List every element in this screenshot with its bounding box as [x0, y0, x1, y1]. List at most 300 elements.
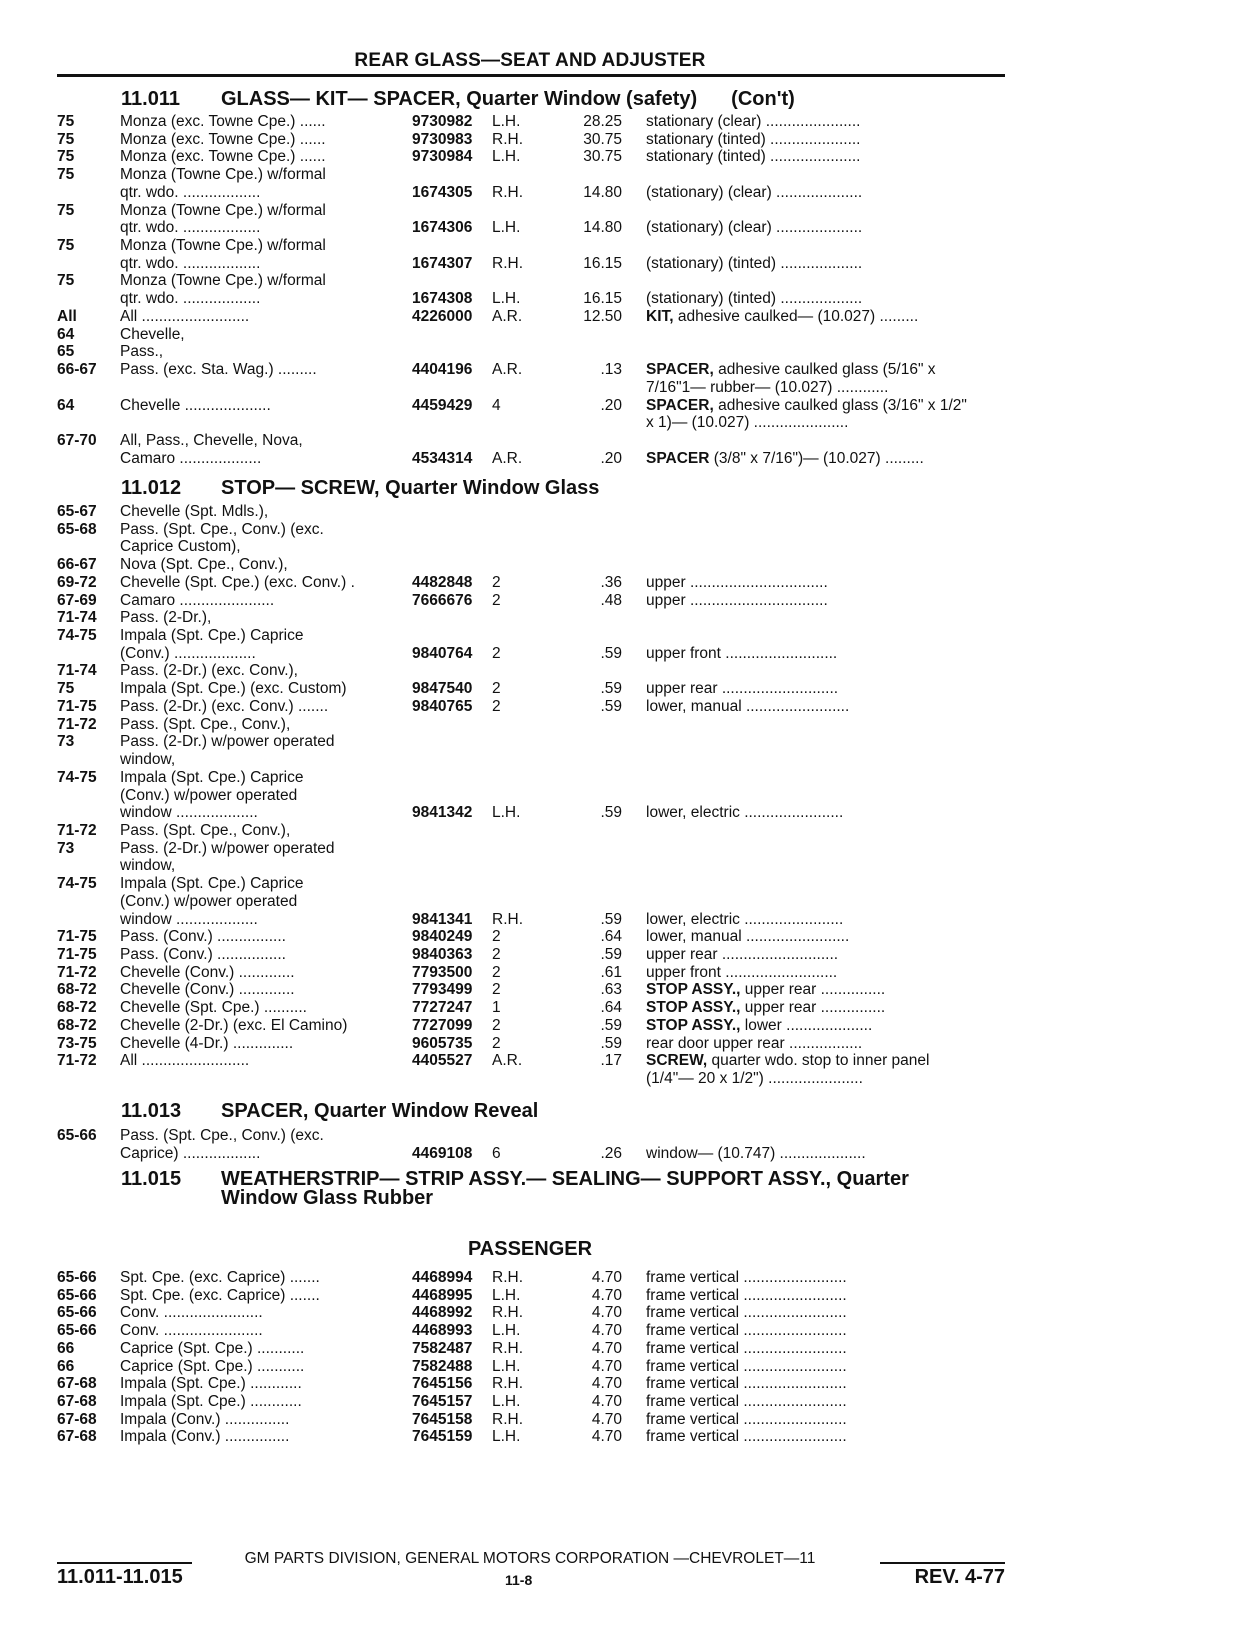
table-row — [0, 1051, 1235, 1070]
row-description — [646, 998, 1011, 1017]
row-description — [646, 910, 1011, 929]
row-description-text: 7/16"1— rubber— (10.027) ............ — [646, 378, 889, 396]
section-number: 11.012 — [121, 477, 182, 499]
row-year: 67-70 — [57, 431, 97, 449]
table-row — [0, 378, 1235, 397]
row-description — [646, 449, 1011, 468]
table-row — [0, 520, 1235, 539]
row-quantity: R.H. — [492, 183, 523, 201]
table-row — [0, 502, 1235, 521]
row-year: 75 — [57, 201, 75, 219]
row-part-number: 7645158 — [412, 1410, 473, 1428]
row-price: .59 — [600, 946, 622, 963]
table-row — [0, 289, 1235, 308]
row-application: Conv. ....................... — [120, 1304, 263, 1322]
row-part-number: 7582487 — [412, 1339, 473, 1357]
row-price: .26 — [600, 1144, 622, 1162]
table-row — [0, 1392, 1235, 1411]
row-description — [646, 307, 1011, 326]
section-heading — [121, 1100, 538, 1123]
row-price: 30.75 — [583, 130, 622, 148]
row-description — [646, 1321, 1011, 1340]
row-part-number: 9730983 — [412, 130, 473, 148]
row-year: 73-75 — [57, 1034, 97, 1052]
row-application: Monza (Towne Cpe.) w/formal — [120, 201, 326, 219]
section-title: STOP— SCREW, Quarter Window Glass — [221, 477, 600, 499]
table-row — [0, 396, 1235, 415]
table-row — [0, 271, 1235, 290]
row-application: Chevelle, — [120, 325, 185, 343]
row-part-number: 4468995 — [412, 1286, 473, 1304]
table-row — [0, 236, 1235, 255]
table-row — [0, 626, 1235, 645]
row-description — [646, 1268, 1011, 1287]
row-part-number: 4468994 — [412, 1269, 473, 1286]
row-application: All ......................... — [120, 307, 250, 325]
row-year: 65-66 — [57, 1322, 97, 1340]
row-description-text: lower, manual ........................ — [646, 928, 850, 946]
row-quantity: 2 — [492, 680, 501, 698]
row-application: (Conv.) w/power operated — [120, 892, 298, 910]
section-number: 11.011 — [121, 88, 180, 110]
row-description — [646, 803, 1011, 822]
row-description-text: upper rear ............... — [740, 999, 886, 1017]
row-year: 75 — [57, 680, 75, 698]
row-price: 4.70 — [591, 1357, 622, 1375]
table-row — [0, 537, 1235, 556]
table-row — [0, 183, 1235, 202]
table-row — [0, 218, 1235, 237]
row-part-number: 4534314 — [412, 449, 473, 467]
section-title: WEATHERSTRIP— STRIP ASSY.— SEALING— SUPPORT ASSY., Quarter — [221, 1168, 909, 1190]
row-price: .59 — [600, 680, 622, 698]
row-description-text: frame vertical ........................ — [646, 1357, 847, 1375]
row-quantity: L.H. — [492, 113, 521, 130]
row-description-text: (3/8" x 7/16")— (10.027) ......... — [709, 449, 924, 467]
row-description — [646, 378, 1011, 397]
row-description-text: frame vertical ........................ — [646, 1339, 847, 1357]
row-year: 65-66 — [57, 1269, 97, 1286]
row-quantity: L.H. — [492, 290, 521, 308]
row-description — [646, 1427, 1011, 1446]
row-year: 74-75 — [57, 768, 97, 786]
row-description-text: frame vertical ........................ — [646, 1393, 847, 1411]
table-row — [0, 342, 1235, 361]
row-description-text: frame vertical ........................ — [646, 1304, 847, 1322]
row-part-number: 7666676 — [412, 591, 473, 609]
table-row — [0, 910, 1235, 929]
row-price: .64 — [600, 928, 622, 946]
row-application: Chevelle (Conv.) ............. — [120, 981, 295, 999]
row-price: 4.70 — [591, 1269, 622, 1286]
row-application: Monza (Towne Cpe.) w/formal — [120, 166, 326, 184]
row-quantity: 2 — [492, 644, 501, 662]
table-row — [0, 307, 1235, 326]
row-year: 66-67 — [57, 556, 97, 574]
row-application: Pass. (Spt. Cpe., Conv.), — [120, 715, 291, 733]
row-application: Impala (Spt. Cpe.) ............ — [120, 1393, 302, 1411]
row-application: Monza (exc. Towne Cpe.) ...... — [120, 148, 326, 166]
row-description — [646, 963, 1011, 982]
row-year: 65-67 — [57, 503, 97, 520]
row-quantity: L.H. — [492, 1393, 521, 1411]
row-description — [646, 1286, 1011, 1305]
row-description — [646, 945, 1011, 964]
row-description-text: upper rear ........................... — [646, 680, 839, 698]
table-row — [0, 254, 1235, 273]
row-part-number: 1674307 — [412, 254, 473, 272]
table-row — [0, 998, 1235, 1017]
row-year: 65-66 — [57, 1304, 97, 1322]
row-description-text: frame vertical ........................ — [646, 1322, 847, 1340]
row-part-number: 4482848 — [412, 573, 473, 591]
row-quantity: A.R. — [492, 361, 523, 379]
row-quantity: 2 — [492, 591, 501, 609]
row-price: 4.70 — [591, 1322, 622, 1340]
table-row — [0, 715, 1235, 734]
row-description — [646, 254, 1011, 273]
row-part-number: 7582488 — [412, 1357, 473, 1375]
row-description-text: (stationary) (tinted) ................... — [646, 254, 863, 272]
row-application: Spt. Cpe. (exc. Caprice) ....... — [120, 1286, 320, 1304]
row-application: Chevelle (2-Dr.) (exc. El Camino) — [120, 1016, 348, 1034]
row-application: Caprice (Spt. Cpe.) ........... — [120, 1357, 305, 1375]
row-description-keyword: SPACER, — [646, 361, 714, 379]
row-application: Pass. (Spt. Cpe., Conv.) (exc. — [120, 520, 324, 538]
row-year: 66 — [57, 1357, 75, 1375]
row-quantity: R.H. — [492, 130, 523, 148]
table-row — [0, 768, 1235, 787]
row-application: qtr. wdo. .................. — [120, 219, 261, 237]
row-quantity: R.H. — [492, 1410, 523, 1428]
row-application: Pass. (2-Dr.), — [120, 609, 212, 627]
row-year: 64 — [57, 396, 75, 414]
row-quantity: R.H. — [492, 1269, 523, 1286]
row-description-text: adhesive caulked glass (3/16" x 1/2" — [713, 396, 967, 414]
row-description-text: frame vertical ........................ — [646, 1428, 847, 1446]
table-row — [0, 1339, 1235, 1358]
row-year: 67-69 — [57, 591, 97, 609]
row-application: Impala (Spt. Cpe.) (exc. Custom) — [120, 680, 347, 698]
row-application: (Conv.) ................... — [120, 644, 256, 662]
row-year: 73 — [57, 733, 75, 751]
row-description-text: lower, electric ....................... — [646, 804, 844, 822]
row-year: 67-68 — [57, 1393, 97, 1411]
row-description-text: upper rear ........................... — [646, 946, 839, 963]
row-price: 4.70 — [591, 1339, 622, 1357]
row-quantity: 2 — [492, 946, 501, 963]
table-row — [0, 874, 1235, 893]
row-year: 71-74 — [57, 662, 97, 680]
row-description-text: (stationary) (clear) .................... — [646, 219, 863, 237]
row-description — [646, 644, 1011, 663]
row-application: qtr. wdo. .................. — [120, 254, 261, 272]
row-description — [646, 1410, 1011, 1429]
section-title: GLASS— KIT— SPACER, Quarter Window (safety) — [221, 88, 698, 110]
row-quantity: A.R. — [492, 449, 523, 467]
table-row — [0, 980, 1235, 999]
row-quantity: R.H. — [492, 1375, 523, 1393]
row-description — [646, 183, 1011, 202]
table-row — [0, 130, 1235, 149]
row-description-text: frame vertical ........................ — [646, 1375, 847, 1393]
row-price: .59 — [600, 697, 622, 715]
row-price: .20 — [600, 449, 622, 467]
footer-section-range: 11.011-11.015 — [57, 1566, 183, 1588]
table-row — [0, 165, 1235, 184]
row-application: Impala (Spt. Cpe.) Caprice — [120, 627, 304, 645]
section-heading — [121, 88, 795, 111]
row-application: Impala (Spt. Cpe.) Caprice — [120, 875, 304, 893]
row-part-number: 9840363 — [412, 946, 473, 963]
row-year: 67-68 — [57, 1428, 97, 1446]
table-row — [0, 112, 1235, 131]
row-year: 65-66 — [57, 1127, 97, 1144]
row-year: 73 — [57, 839, 75, 857]
row-part-number: 1674308 — [412, 290, 473, 308]
row-description-text: (stationary) (clear) .................... — [646, 183, 863, 201]
row-part-number: 1674306 — [412, 219, 473, 237]
row-year: 75 — [57, 237, 75, 255]
row-description — [646, 573, 1011, 592]
table-row — [0, 1016, 1235, 1035]
row-description — [646, 413, 1011, 432]
row-year: 71-72 — [57, 963, 97, 981]
row-price: .59 — [600, 804, 622, 822]
row-quantity: 2 — [492, 928, 501, 946]
row-part-number: 4469108 — [412, 1144, 473, 1162]
table-row — [0, 1144, 1235, 1163]
row-price: 12.50 — [583, 307, 622, 325]
table-row — [0, 892, 1235, 911]
row-description — [646, 396, 1011, 415]
table-row — [0, 1321, 1235, 1340]
row-description — [646, 1051, 1011, 1070]
table-row — [0, 431, 1235, 450]
row-part-number: 4468993 — [412, 1322, 473, 1340]
row-description-text: stationary (tinted) ..................... — [646, 130, 861, 148]
row-quantity: L.H. — [492, 1428, 521, 1446]
row-description-keyword: SCREW, — [646, 1052, 708, 1070]
row-part-number: 4404196 — [412, 361, 473, 379]
row-price: 4.70 — [591, 1410, 622, 1428]
table-row — [0, 821, 1235, 840]
row-application: All, Pass., Chevelle, Nova, — [120, 431, 303, 449]
row-application: Chevelle (Spt. Cpe.) .......... — [120, 999, 307, 1017]
footer-revision: REV. 4-77 — [914, 1566, 1005, 1588]
row-application: Pass. (2-Dr.) (exc. Conv.), — [120, 662, 298, 680]
section-title-line2: Window Glass Rubber — [221, 1187, 434, 1209]
row-year: 75 — [57, 113, 75, 130]
table-row — [0, 1374, 1235, 1393]
section-continued: (Con't) — [731, 88, 795, 110]
row-price: .36 — [600, 573, 622, 591]
row-application: Monza (Towne Cpe.) w/formal — [120, 237, 326, 255]
table-row — [0, 856, 1235, 875]
row-application: Impala (Conv.) ............... — [120, 1410, 290, 1428]
row-quantity: L.H. — [492, 1322, 521, 1340]
row-description-text: lower .................... — [740, 1016, 873, 1034]
row-description — [646, 130, 1011, 149]
row-year: 75 — [57, 272, 75, 290]
section-number: 11.013 — [121, 1100, 182, 1122]
row-description-text: x 1)— (10.027) ...................... — [646, 414, 849, 432]
row-year: 66 — [57, 1339, 75, 1357]
row-part-number: 4459429 — [412, 396, 473, 414]
row-price: .59 — [600, 910, 622, 928]
row-application: window ................... — [120, 804, 258, 822]
row-part-number: 9841342 — [412, 804, 473, 822]
row-price: 4.70 — [591, 1428, 622, 1446]
table-row — [0, 839, 1235, 858]
row-application: window ................... — [120, 910, 258, 928]
row-application: qtr. wdo. .................. — [120, 183, 261, 201]
table-row — [0, 591, 1235, 610]
row-part-number: 7645159 — [412, 1428, 473, 1446]
row-year: 75 — [57, 148, 75, 166]
row-part-number: 9840765 — [412, 697, 473, 715]
row-quantity: 2 — [492, 573, 501, 591]
row-price: .59 — [600, 1034, 622, 1052]
table-row — [0, 1126, 1235, 1145]
row-description-text: quarter wdo. stop to inner panel — [707, 1052, 930, 1070]
table-row — [0, 608, 1235, 627]
row-price: 14.80 — [583, 183, 622, 201]
row-year: 69-72 — [57, 573, 97, 591]
row-year: 65-68 — [57, 520, 97, 538]
row-description-text: (1/4"— 20 x 1/2") ...................... — [646, 1070, 863, 1088]
row-year: 65-66 — [57, 1286, 97, 1304]
row-part-number: 9730982 — [412, 113, 473, 130]
row-year: 75 — [57, 130, 75, 148]
row-part-number: 7727247 — [412, 999, 473, 1017]
row-application: Pass. (Conv.) ................ — [120, 946, 286, 963]
footer-page-number: 11-8 — [505, 1572, 533, 1588]
row-year: All — [57, 307, 77, 325]
row-price: .61 — [600, 963, 622, 981]
row-part-number: 4405527 — [412, 1052, 473, 1070]
row-application: Pass. (exc. Sta. Wag.) ......... — [120, 361, 317, 379]
row-description — [646, 927, 1011, 946]
row-description-text: adhesive caulked— (10.027) ......... — [673, 307, 919, 325]
row-year: 64 — [57, 325, 75, 343]
table-row — [0, 732, 1235, 751]
row-application: Chevelle (4-Dr.) .............. — [120, 1034, 294, 1052]
row-year: 71-74 — [57, 609, 97, 627]
row-description-text: upper ................................ — [646, 573, 828, 591]
row-description-text: frame vertical ........................ — [646, 1410, 847, 1428]
section-number: 11.015 — [121, 1168, 182, 1190]
row-price: .17 — [600, 1052, 622, 1070]
row-application: Pass. (2-Dr.) w/power operated — [120, 839, 335, 857]
row-description-keyword: STOP ASSY., — [646, 999, 741, 1017]
row-description — [646, 1392, 1011, 1411]
row-price: .59 — [600, 1016, 622, 1034]
row-part-number: 9730984 — [412, 148, 473, 166]
table-row — [0, 573, 1235, 592]
row-application: window, — [120, 751, 176, 769]
row-year: 67-68 — [57, 1410, 97, 1428]
row-description-text: upper front .......................... — [646, 644, 838, 662]
row-application: Monza (exc. Towne Cpe.) ...... — [120, 113, 326, 130]
row-quantity: L.H. — [492, 219, 521, 237]
row-description-text: lower, manual ........................ — [646, 697, 850, 715]
row-description-text: adhesive caulked glass (5/16" x — [713, 361, 936, 379]
row-description — [646, 1034, 1011, 1053]
row-description-text: lower, electric ....................... — [646, 910, 844, 928]
row-quantity: 6 — [492, 1144, 501, 1162]
row-price: .48 — [600, 591, 622, 609]
row-description-text: (stationary) (tinted) ................... — [646, 290, 863, 308]
row-application: Monza (Towne Cpe.) w/formal — [120, 272, 326, 290]
row-application: Caprice) .................. — [120, 1144, 261, 1162]
row-price: .64 — [600, 999, 622, 1017]
row-quantity: L.H. — [492, 804, 521, 822]
row-application: Caprice (Spt. Cpe.) ........... — [120, 1339, 305, 1357]
row-year: 74-75 — [57, 875, 97, 893]
row-application: Pass. (2-Dr.) (exc. Conv.) ....... — [120, 697, 329, 715]
row-description-text: window— (10.747) .................... — [646, 1144, 866, 1162]
table-row — [0, 325, 1235, 344]
row-description — [646, 218, 1011, 237]
row-application: Pass., — [120, 343, 164, 361]
row-application: Impala (Conv.) ............... — [120, 1428, 290, 1446]
row-quantity: 4 — [492, 396, 501, 414]
row-part-number: 7727099 — [412, 1016, 473, 1034]
row-description-text: upper front .......................... — [646, 963, 838, 981]
row-year: 71-75 — [57, 697, 97, 715]
row-quantity: 2 — [492, 1016, 501, 1034]
row-application: Pass. (Spt. Cpe., Conv.), — [120, 821, 291, 839]
table-row — [0, 360, 1235, 379]
row-year: 71-72 — [57, 1052, 97, 1070]
row-year: 67-68 — [57, 1375, 97, 1393]
row-price: 4.70 — [591, 1304, 622, 1322]
row-part-number: 9847540 — [412, 680, 473, 698]
row-description-keyword: SPACER — [646, 449, 710, 467]
row-price: .20 — [600, 396, 622, 414]
row-year: 71-75 — [57, 928, 97, 946]
row-description — [646, 1339, 1011, 1358]
row-part-number: 7645157 — [412, 1393, 473, 1411]
table-row — [0, 963, 1235, 982]
row-price: 4.70 — [591, 1375, 622, 1393]
row-description — [646, 697, 1011, 716]
table-row — [0, 927, 1235, 946]
row-quantity: 1 — [492, 999, 501, 1017]
row-year: 68-72 — [57, 981, 97, 999]
row-year: 74-75 — [57, 627, 97, 645]
row-application: Chevelle (Spt. Mdls.), — [120, 503, 269, 520]
table-row — [0, 413, 1235, 432]
row-year: 75 — [57, 166, 75, 184]
table-row — [0, 1286, 1235, 1305]
row-quantity: 2 — [492, 1034, 501, 1052]
row-description — [646, 1016, 1011, 1035]
row-description — [646, 980, 1011, 999]
row-part-number: 4468992 — [412, 1304, 473, 1322]
row-quantity: R.H. — [492, 1304, 523, 1322]
row-description — [646, 1069, 1011, 1088]
row-price: .63 — [600, 981, 622, 999]
row-part-number: 7645156 — [412, 1375, 473, 1393]
table-row — [0, 147, 1235, 166]
row-quantity: R.H. — [492, 254, 523, 272]
row-description-text: upper ................................ — [646, 591, 828, 609]
row-description — [646, 360, 1011, 379]
row-description — [646, 112, 1011, 131]
row-description-text: upper rear ............... — [740, 981, 886, 999]
